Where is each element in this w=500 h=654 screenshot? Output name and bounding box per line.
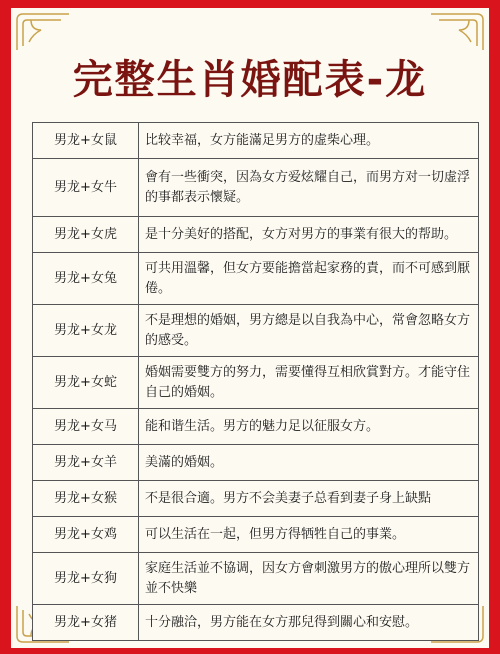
pair-cell: 男龙+女蛇 [33,357,139,409]
match-table [32,122,479,641]
table-row [33,159,479,217]
pair-cell: 男龙+女兔 [33,253,139,305]
pair-cell: 男龙+女虎 [33,217,139,253]
table-row [33,253,479,305]
description-cell: 是十分美好的搭配，女方对男方的事業有很大的帮助。 [139,217,479,253]
table-row [33,123,479,159]
pair-cell: 男龙+女马 [33,409,139,445]
table-row [33,481,479,517]
pair-cell: 男龙+女狗 [33,553,139,605]
description-cell: 可以生活在一起，但男方得牺牲自己的事業。 [139,517,479,553]
pair-cell: 男龙+女鼠 [33,123,139,159]
description-cell: 十分融洽，男方能在女方那兒得到關心和安慰。 [139,605,479,641]
table-row [33,409,479,445]
table-row [33,553,479,605]
description-cell: 能和谐生活。男方的魅力足以征服女方。 [139,409,479,445]
page-title: 完整生肖婚配表-龙 [72,57,428,103]
table-row [33,605,479,641]
description-cell: 美滿的婚姻。 [139,445,479,481]
pair-cell: 男龙+女猴 [33,481,139,517]
pair-cell: 男龙+女羊 [33,445,139,481]
description-cell: 不是理想的婚姻，男方總是以自我為中心，常會忽略女方的感受。 [139,305,479,357]
pair-cell: 男龙+女鸡 [33,517,139,553]
table-row [33,305,479,357]
pair-cell: 男龙+女牛 [33,159,139,217]
description-cell: 不是很合適。男方不会美妻子总看到妻子身上缺點 [139,481,479,517]
description-cell: 家庭生活並不協调，因女方會刺激男方的傲心理所以雙方並不快樂 [139,553,479,605]
table-row [33,445,479,481]
chart-card [11,8,489,648]
description-cell: 可共用溫馨，但女方要能擔當起家務的責，而不可感到厭倦。 [139,253,479,305]
corner-ornament-top-right [429,12,485,52]
table-row [33,217,479,253]
description-cell: 比较幸福，女方能滿足男方的虚柴心理。 [139,123,479,159]
description-cell: 會有一些衝突，因為女方爱炫耀自己，而男方对一切虚浮的事都表示懷疑。 [139,159,479,217]
corner-ornament-top-left [15,12,71,52]
description-cell: 婚姻需要雙方的努力，需要懂得互相欣賞對方。才能守住自己的婚姻。 [139,357,479,409]
table-row [33,357,479,409]
table-row [33,517,479,553]
pair-cell: 男龙+女猪 [33,605,139,641]
pair-cell: 男龙+女龙 [33,305,139,357]
